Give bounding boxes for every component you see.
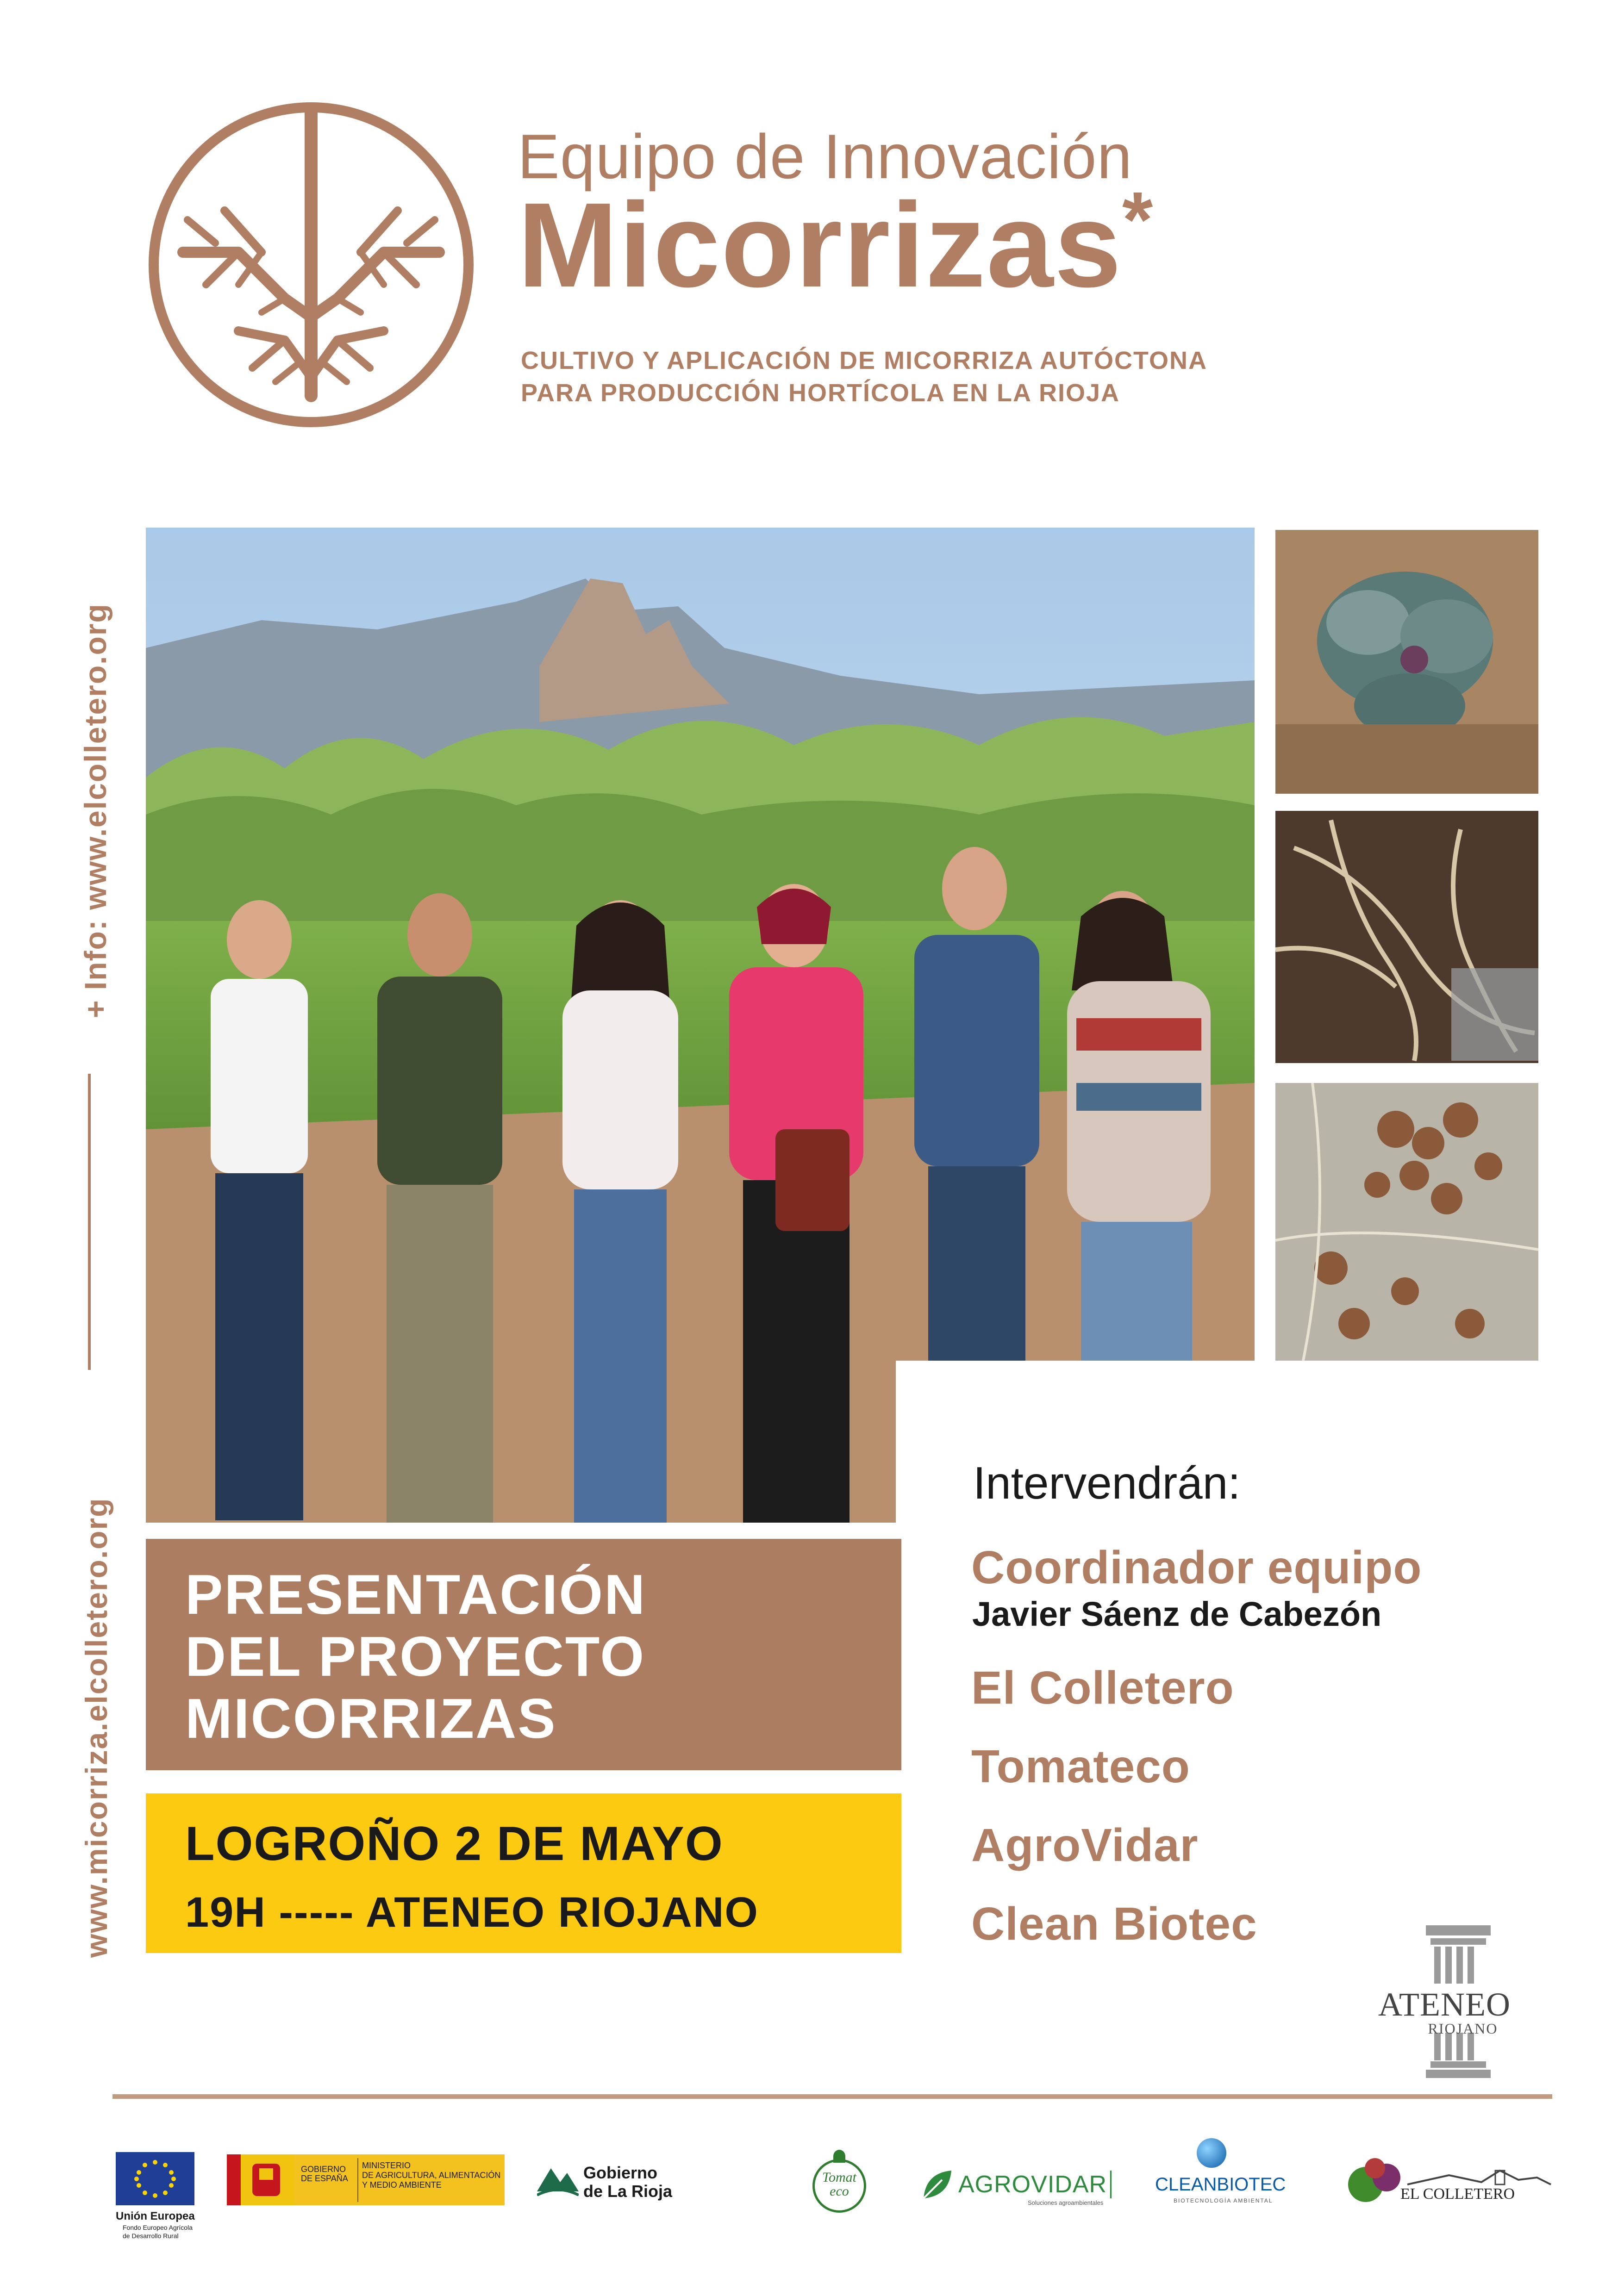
eu-flag-icon bbox=[116, 2152, 194, 2205]
event-separator: ----- bbox=[279, 1889, 355, 1936]
ministry-name bbox=[362, 2161, 500, 2190]
subtitle-line-1: CULTIVO Y APLICACIÓN DE MICORRIZA AUTÓCTONA bbox=[521, 347, 1208, 374]
tomateco-line2: eco bbox=[830, 2184, 849, 2199]
speaker-item: AgroVidar bbox=[971, 1819, 1199, 1871]
leaf-icon bbox=[833, 2150, 845, 2163]
globe-icon bbox=[1197, 2138, 1226, 2168]
agrovidar-tag: Soluciones agroambientales bbox=[1028, 2199, 1104, 2206]
eu-line2: de Desarrollo Rural bbox=[123, 2232, 179, 2240]
rioja-logo bbox=[537, 2159, 690, 2205]
header-eyebrow: Equipo de Innovación bbox=[518, 121, 1133, 192]
cleanbiotec-name-b: BIOTEC bbox=[1217, 2174, 1286, 2195]
ministry-gov-b: DE ESPAÑA bbox=[301, 2174, 348, 2183]
ministry-separator bbox=[357, 2158, 358, 2202]
ateneo-logo-sub: RIOJANO bbox=[1428, 2020, 1498, 2037]
spain-crest-icon bbox=[241, 2154, 294, 2205]
cleanbiotec-tag: BIOTECNOLOGÍA AMBIENTAL bbox=[1174, 2197, 1273, 2204]
event-venue: ATENEO RIOJANO bbox=[365, 1889, 759, 1936]
event-time-venue bbox=[185, 1888, 759, 1937]
presentation-title-line: PRESENTACIÓN bbox=[185, 1563, 647, 1626]
speaker-item: Tomateco bbox=[971, 1741, 1190, 1792]
speaker-coordinator-name: Javier Sáenz de Cabezón bbox=[972, 1595, 1382, 1633]
tomateco-line1: Tomat bbox=[822, 2170, 856, 2185]
speakers-label: Intervendrán: bbox=[973, 1457, 1241, 1508]
ministry-gov-a: GOBIERNO bbox=[301, 2165, 346, 2174]
cleanbiotec-name bbox=[1155, 2174, 1286, 2195]
ministry-name-b: DE AGRICULTURA, ALIMENTACIÓN bbox=[362, 2171, 501, 2180]
footer-divider bbox=[112, 2094, 1552, 2099]
ministry-gov bbox=[301, 2165, 348, 2183]
plant-thumbnail bbox=[1275, 530, 1538, 794]
side-info-link[interactable]: + Info: www.elcolletero.org bbox=[78, 603, 112, 1018]
roots-thumbnail bbox=[1275, 811, 1538, 1063]
subtitle-line-2: PARA PRODUCCIÓN HORTÍCOLA EN LA RIOJA bbox=[521, 379, 1120, 407]
ateneo-logo-name: ATENEO bbox=[1378, 1986, 1511, 2023]
ateneo-logo bbox=[1361, 1925, 1528, 2078]
ministry-name-a: MINISTERIO bbox=[362, 2161, 411, 2170]
spain-flag-icon bbox=[227, 2154, 241, 2205]
event-date: LOGROÑO 2 DE MAYO bbox=[185, 1817, 724, 1871]
colletero-name: EL COLLETERO bbox=[1400, 2185, 1515, 2203]
agrovidar-separator bbox=[1110, 2171, 1112, 2198]
presentation-title bbox=[185, 1563, 646, 1749]
rioja-mountains-icon bbox=[537, 2164, 579, 2196]
cleanbiotec-name-a: CLEAN bbox=[1155, 2174, 1217, 2195]
cleanbiotec-logo bbox=[1155, 2138, 1286, 2217]
agrovidar-leaf-icon bbox=[921, 2168, 954, 2201]
spores-thumbnail bbox=[1275, 1083, 1538, 1361]
agrovidar-logo bbox=[921, 2166, 1116, 2208]
speaker-coordinator-role: Coordinador equipo bbox=[971, 1542, 1422, 1593]
ministry-name-c: Y MEDIO AMBIENTE bbox=[362, 2180, 442, 2190]
rioja-line2: de La Rioja bbox=[583, 2182, 673, 2201]
tomateco-logo bbox=[812, 2150, 868, 2215]
rioja-text bbox=[583, 2164, 672, 2201]
presentation-title-line: MICORRIZAS bbox=[185, 1687, 557, 1750]
eu-logo bbox=[116, 2152, 199, 2245]
speaker-item: Clean Biotec bbox=[971, 1898, 1257, 1950]
agrovidar-name: AGROVIDAR bbox=[958, 2171, 1107, 2198]
presentation-title-line: DEL PROYECTO bbox=[185, 1625, 646, 1688]
speaker-item: El Colletero bbox=[971, 1662, 1234, 1714]
side-website-link[interactable]: www.micorriza.elcolletero.org bbox=[79, 1497, 113, 1958]
colletero-logo bbox=[1343, 2157, 1555, 2208]
page-title bbox=[518, 176, 1154, 312]
ministry-logo bbox=[227, 2154, 505, 2205]
eu-title: Unión Europea bbox=[116, 2210, 195, 2222]
micorrizas-logo-icon bbox=[146, 100, 477, 430]
eu-line1: Fondo Europeo Agrícola bbox=[123, 2224, 193, 2231]
rioja-line1: Gobierno bbox=[583, 2163, 657, 2182]
side-divider bbox=[88, 1074, 91, 1370]
page-title-text: Micorrizas bbox=[518, 178, 1123, 312]
tomateco-text bbox=[817, 2171, 862, 2198]
photo-cutout bbox=[896, 1361, 1359, 1546]
event-time: 19H bbox=[185, 1889, 266, 1936]
title-asterisk: * bbox=[1122, 176, 1154, 264]
